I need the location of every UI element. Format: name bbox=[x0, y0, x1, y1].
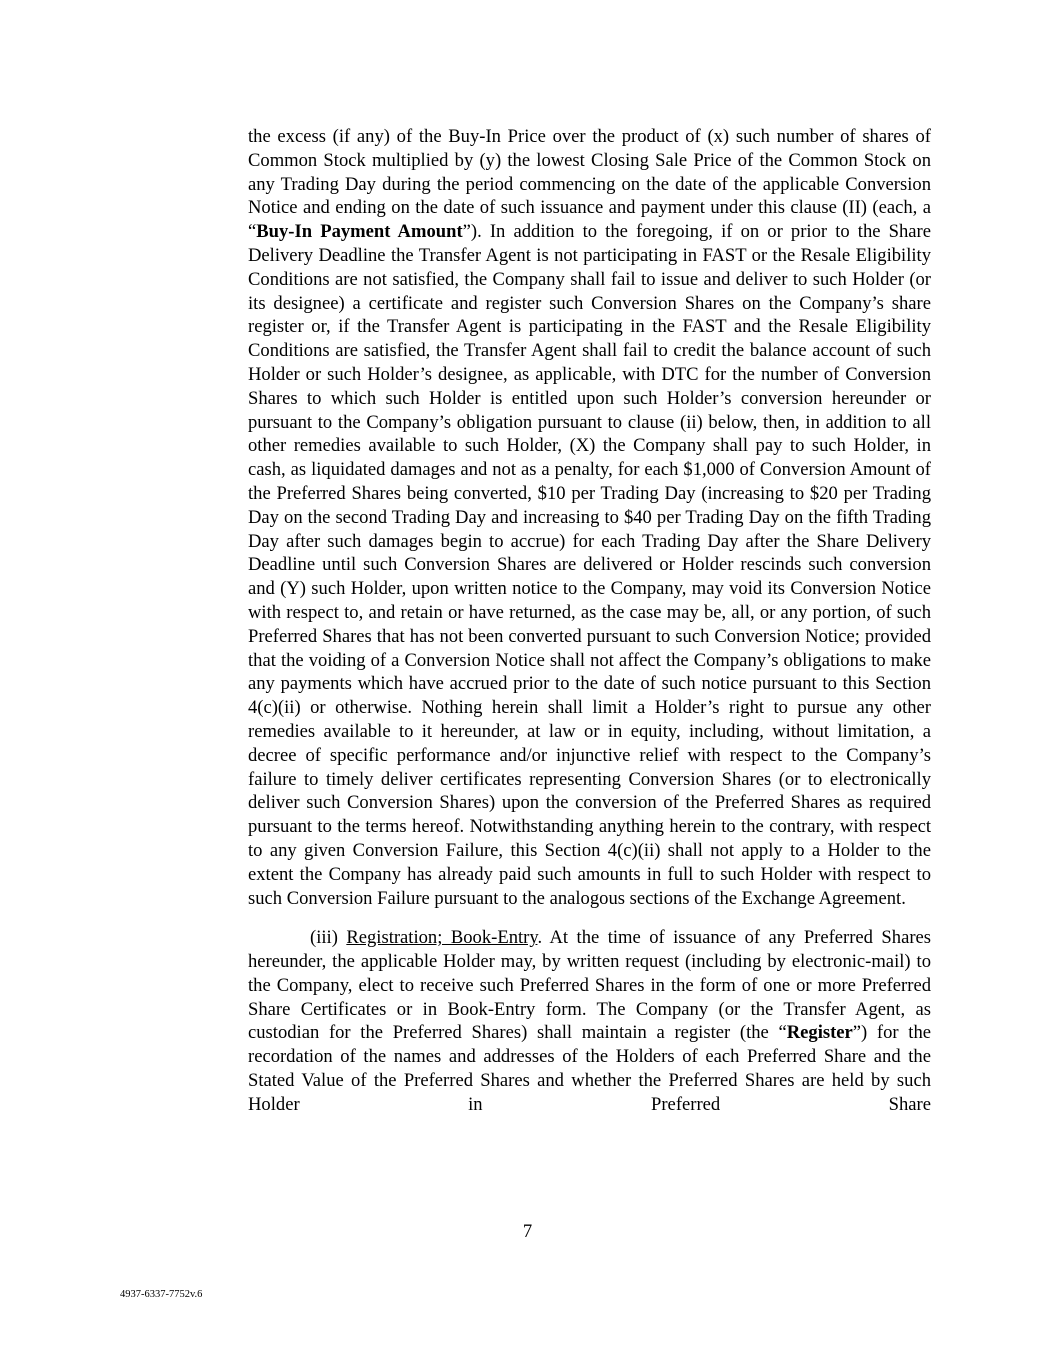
document-id: 4937-6337-7752v.6 bbox=[120, 1289, 203, 1300]
page-number: 7 bbox=[522, 1221, 533, 1242]
paragraph-buy-in bbox=[248, 125, 931, 910]
document-body bbox=[248, 125, 931, 1117]
paragraph-registration-text-2: ”) for the recordation of the names and addresses of the Holders of each Preferred Share and the Stated Value of the Preferred Shares and whether the Preferred Shares are held by such Holder in Preferred Share bbox=[248, 1022, 931, 1115]
paragraph-buy-in-text-2: ”). In addition to the foregoing, if on or prior to the Share Delivery Deadline the Transfer Agent is not participating in FAST or the Resale Eligibility Conditions are not satisfied, the Company shall fail to issue and deliver to such Holder (or its designee) a certificate and register such Conversion Shares on the Company’s share register or, if the Transfer Agent is participating in the FAST and the Resale Eligibility Conditions are satisfied, the Transfer Agent shall fail to credit the balance account of such Holder or such Holder’s designee, as applicable, with DTC for the number of Conversion Shares to which such Holder is entitled upon such Holder’s conversion hereunder or pursuant to the Company’s obligation pursuant to clause (ii) below, then, in addition to all other remedies available to such Holder, (X) the Company shall pay to such Holder, in cash, as liquidated damages and not as a penalty, for each $1,000 of Conversion Amount of the Preferred Shares being converted, $10 per Trading Day (increasing to $20 per Trading Day on the second Trading Day and increasing to $40 per Trading Day on the fifth Trading Day after such damages begin to accrue) for each Trading Day after the Share Delivery Deadline until such Conversion Shares are delivered or Holder rescinds such conversion and (Y) such Holder, upon written notice to the Company, may void its Conversion Notice with respect to, and retain or have returned, as the case may be, all, or any portion, of such Preferred Shares that has not been converted pursuant to such Conversion Notice; provided that the voiding of a Conversion Notice shall not affect the Company’s obligations to make any payments which have accrued prior to the date of such notice pursuant to this Section 4(c)(ii) or otherwise. Nothing herein shall limit a Holder’s right to pursue any other remedies available to it hereunder, at law or in equity, including, without limitation, a decree of specific performance and/or injunctive relief with respect to the Company’s failure to timely deliver certificates representing Conversion Shares (or to electronically deliver such Conversion Shares) upon the conversion of the Preferred Shares as required pursuant to the terms hereof. Notwithstanding anything herein to the contrary, with respect to any given Conversion Failure, this Section 4(c)(ii) shall not apply to a Holder to the extent the Company has already paid such amounts in full to such Holder with respect to such Conversion Failure pursuant to the analogous sections of the Exchange Agreement. bbox=[248, 221, 931, 909]
paragraph-registration-text-1: . At the time of issuance of any Preferred Shares hereunder, the applicable Holder may, by written request (including by electronic-mail) to the Company, elect to receive such Preferred Shares in the form of one or more Preferred Share Certificates or in Book-Entry form. The Company (or the Transfer Agent, as custodian for the Preferred Shares) shall maintain a register (the “ bbox=[248, 927, 931, 1044]
defined-term-buy-in-payment-amount: Buy-In Payment Amount bbox=[256, 221, 463, 243]
section-heading-registration: Registration; Book-Entry bbox=[346, 927, 538, 949]
paragraph-registration bbox=[248, 926, 931, 1116]
paragraph-buy-in-text-1: the excess (if any) of the Buy-In Price over the product of (x) such number of shares of Common Stock multiplied by (y) the lowest Closing Sale Price of the Common Stock on any Trading Day during the period commencing on the date of the applicable Conversion Notice and ending on the date of such issuance and payment under this clause (II) (each, a “ bbox=[248, 126, 931, 243]
section-number: (iii) bbox=[310, 927, 347, 949]
defined-term-register: Register bbox=[786, 1022, 853, 1044]
